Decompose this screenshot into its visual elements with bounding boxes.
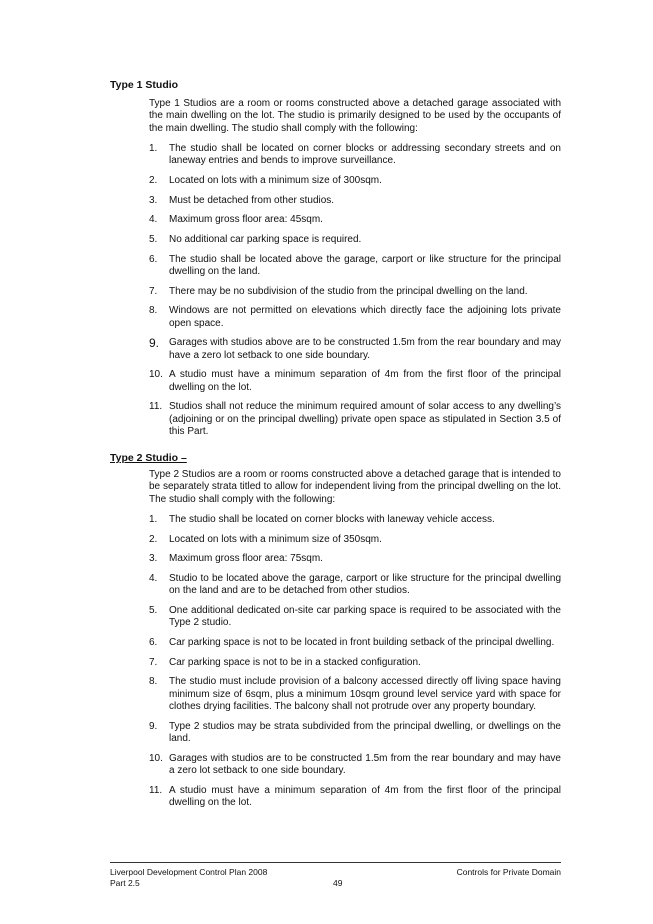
type1-list-item (149, 195, 561, 207)
list-item-text: Located on lots with a minimum size of 300sqm. (169, 174, 382, 186)
type2-list-item (149, 553, 561, 565)
list-item-text: Car parking space is not to be in a stacked configuration. (169, 656, 421, 668)
type2-list-item (149, 753, 561, 778)
list-item-number: 6. (149, 253, 158, 265)
list-item-text: Must be detached from other studios. (169, 194, 335, 206)
list-item-number: 11. (149, 784, 163, 796)
list-item-number: 8. (149, 305, 158, 317)
list-item-number: 1. (149, 143, 158, 154)
type1-list-item (149, 337, 561, 362)
list-item-text: Garages with studios are to be constructed 1.5m from the rear boundary and may have a zero lot setback to one side boundary. (169, 752, 561, 776)
type2-list-item (149, 657, 561, 669)
list-item-text: Maximum gross floor area: 75sqm. (169, 553, 323, 565)
type2-list-item (149, 573, 561, 598)
type2-intro: Type 2 Studios are a room or rooms constructed above a detached garage that is intended to be separately strata titled to allow for independent living from the principal dwelling on the lot. The studio shall comply with the following: (149, 469, 561, 505)
list-item-text: Windows are not permitted on elevations which directly face the adjoining lots private open space. (169, 305, 561, 329)
type1-list-item (149, 254, 561, 279)
type1-list-item (149, 286, 561, 298)
list-item-number: 4. (149, 214, 158, 226)
list-item-number: 1. (149, 514, 158, 525)
list-item-text: Type 2 studios may be strata subdivided from the principal dwelling, or dwellings on the land. (169, 720, 561, 744)
type1-list-item (149, 305, 561, 330)
list-item-number: 7. (149, 656, 158, 668)
type1-requirements-list (149, 143, 561, 446)
type1-list-item (149, 143, 561, 168)
list-item-number: 5. (149, 234, 158, 246)
list-item-number: 8. (149, 676, 158, 688)
list-item-text: A studio must have a minimum separation of 4m from the first floor of the principal dwelling on the lot. (169, 369, 561, 393)
list-item-text: One additional dedicated on-site car parking space is required to be associated with the Type 2 studio. (169, 605, 561, 629)
type1-list-item (149, 234, 561, 246)
list-item-text: The studio shall be located above the garage, carport or like structure for the principal dwelling on the land. (169, 253, 561, 278)
type1-list-item (149, 401, 561, 438)
list-item-number: 10. (149, 752, 163, 764)
list-item-text: The studio must include provision of a balcony accessed directly off living space having minimum size of 6sqm, plus a minimum 10sqm ground level service yard with space for clothes drying facilities. The balcony shall not protrude over any property boundary. (169, 676, 561, 712)
list-item-text: Garages with studios above are to be constructed 1.5m from the rear boundary and may have a zero lot setback to one side boundary. (169, 337, 561, 361)
type1-list-item (149, 214, 561, 226)
type2-list-item (149, 534, 561, 546)
list-item-text: No additional car parking space is required. (169, 234, 362, 246)
type2-heading: Type 2 Studio – (110, 452, 187, 464)
type2-list-item (149, 514, 561, 526)
list-item-number: 6. (149, 637, 158, 649)
page-footer (110, 862, 561, 888)
type1-intro: Type 1 Studios are a room or rooms constructed above a detached garage associated with the main dwelling on the lot. The studio is primarily designed to be used by the occupants of the main dwelling. The studio shall comply with the following: (149, 98, 561, 134)
list-item-number: 2. (149, 174, 158, 186)
type2-list-item (149, 637, 561, 649)
list-item-number: 3. (149, 553, 158, 565)
footer-document-title: Liverpool Development Control Plan 2008 (110, 867, 268, 877)
list-item-number: 7. (149, 285, 158, 297)
type2-list-item (149, 785, 561, 810)
type1-list-item (149, 175, 561, 187)
footer-section-title: Controls for Private Domain (456, 867, 561, 877)
list-item-text: The studio shall be located on corner blocks with laneway vehicle access. (169, 514, 495, 525)
list-item-text: Maximum gross floor area: 45sqm. (169, 214, 323, 226)
page-number: 49 (333, 878, 343, 888)
type2-list-item (149, 721, 561, 746)
type1-list-item (149, 369, 561, 394)
list-item-number: 11. (149, 401, 163, 413)
list-item-number: 2. (149, 533, 158, 545)
list-item-number: 10. (149, 369, 163, 381)
type1-heading: Type 1 Studio (110, 79, 179, 91)
list-item-number: 5. (149, 605, 158, 617)
list-item-text: A studio must have a minimum separation of 4m from the first floor of the principal dwelling on the lot. (169, 784, 561, 808)
list-item-text: Studio to be located above the garage, carport or like structure for the principal dwelling on the land and are to be detached from other studios. (169, 573, 561, 597)
list-item-number: 9. (149, 336, 160, 351)
type2-list-item (149, 676, 561, 713)
list-item-text: Studios shall not reduce the minimum required amount of solar access to any dwelling’s (adjoining or on the principal dwelling) private open space as stipulated in Section 3.5 of this Part. (169, 401, 561, 437)
list-item-text: Located on lots with a minimum size of 350sqm. (169, 533, 382, 545)
type2-requirements-list (149, 514, 561, 817)
list-item-text: There may be no subdivision of the studio from the principal dwelling on the land. (169, 285, 528, 297)
list-item-number: 9. (149, 720, 158, 732)
list-item-text: Car parking space is not to be located in front building setback of the principal dwelling. (169, 637, 555, 649)
list-item-text: The studio shall be located on corner blocks or addressing secondary streets and on laneway entries and bends to improve surveillance. (169, 143, 561, 167)
type2-list-item (149, 605, 561, 630)
list-item-number: 3. (149, 194, 158, 206)
list-item-number: 4. (149, 573, 158, 585)
footer-part: Part 2.5 (110, 878, 140, 888)
